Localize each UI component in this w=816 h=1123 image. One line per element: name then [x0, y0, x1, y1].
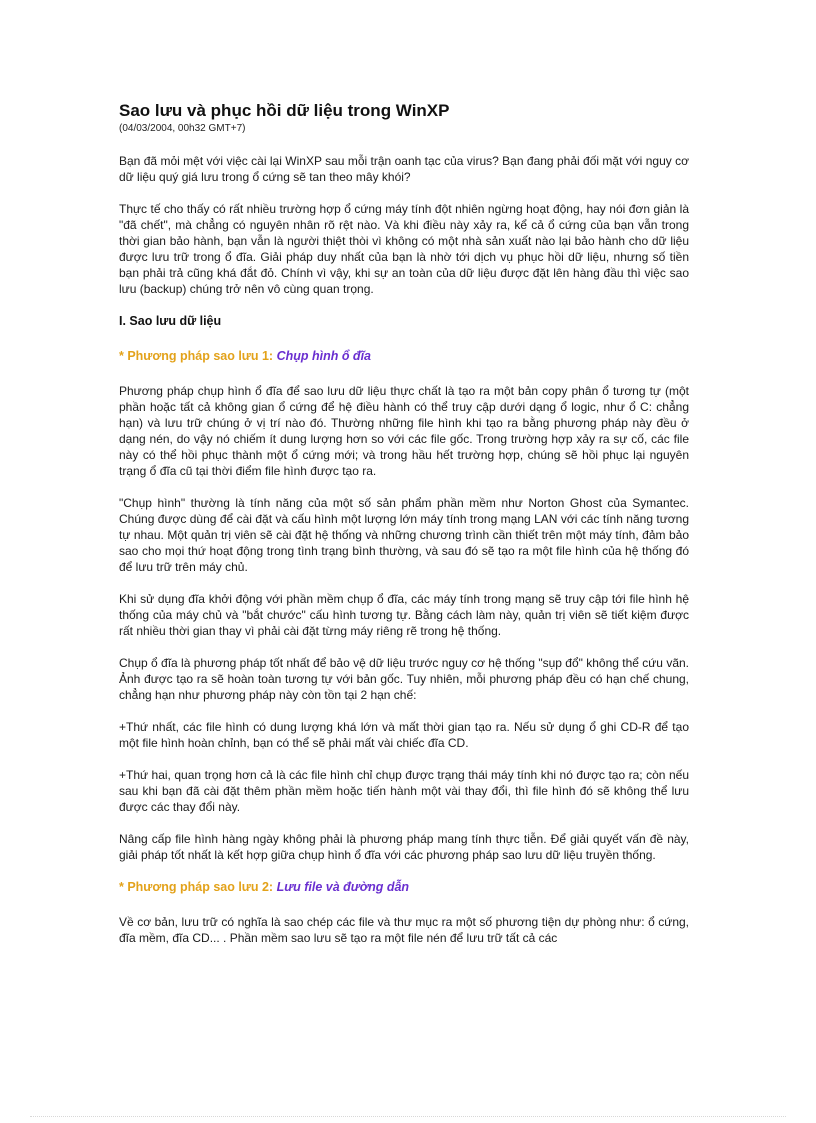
- method-2-name: Lưu file và đường dẫn: [276, 880, 410, 894]
- section-heading: I. Sao lưu dữ liệu: [119, 314, 222, 328]
- method-1-paragraph: "Chụp hình" thường là tính năng của một số sản phẩm phần mềm như Norton Ghost của Symantec. Chúng được dùng để cài đặt và cấu hình một lượng lớn máy tính trong mạng LAN với các tính năng tương tự nhau. Một quản trị viên sẽ cài đặt hệ thống và những chương trình cần thiết trên một máy tính, đảm bảo sao cho mọi thứ hoạt động trong tình trạng bình thường, và sau đó sẽ tạo ra một file hình của hệ thống đó để lưu trữ trên máy chủ.: [119, 496, 689, 574]
- article-body: [119, 100, 689, 962]
- page-bottom-divider: [30, 1116, 786, 1117]
- method-1-paragraph: Phương pháp chụp hình ổ đĩa để sao lưu dữ liệu thực chất là tạo ra một bản copy phân ổ tương tự (một phần hoặc tất cả không gian ổ cứng để hệ điều hành có thể truy cập dưới dạng ổ logic, như ổ C: chẳng hạn) và lưu trữ chúng ở vị trí nào đó. Thường những file hình khi tạo ra bằng phương pháp này đều ở dạng nén, do vậy nó chiếm ít dung lượng hơn so với các file gốc. Trong trường hợp xảy ra sự cố, các file này có thể hồi phục thành một ổ cứng mới; và trong hầu hết trường hợp, chúng sẽ hồi phục lại nguyên trạng ổ đĩa cũ tại thời điểm file hình được tạo ra.: [119, 384, 689, 478]
- method-2-paragraph: Về cơ bản, lưu trữ có nghĩa là sao chép các file và thư mục ra một số phương tiện dự phòng như: ổ cứng, đĩa mềm, đĩa CD... . Phần mềm sao lưu sẽ tạo ra một file nén để lưu trữ tất cả các: [119, 915, 689, 945]
- method-1-paragraph: Chụp ổ đĩa là phương pháp tốt nhất để bảo vệ dữ liệu trước nguy cơ hệ thống "sụp đổ" không thể cứu vãn. Ảnh được tạo ra sẽ hoàn toàn tương tự với bản gốc. Tuy nhiên, mỗi phương pháp đều có hạn chế chung, chẳng hạn như phương pháp này còn tồn tại 2 hạn chế:: [119, 656, 689, 702]
- method-2-prefix: * Phương pháp sao lưu 2:: [119, 880, 277, 894]
- method-1-paragraph: Nâng cấp file hình hàng ngày không phải là phương pháp mang tính thực tiễn. Để giải quyết vấn đề này, giải pháp tốt nhất là kết hợp giữa chụp hình ổ đĩa với các phương pháp sao lưu dữ liệu truyền thống.: [119, 832, 689, 862]
- method-1-paragraph: Khi sử dụng đĩa khởi động với phần mềm chụp ổ đĩa, các máy tính trong mạng sẽ truy cập tới file hình hệ thống của máy chủ và "bắt chước" cấu hình tương tự. Bằng cách làm này, quản trị viên sẽ tiết kiệm được rất nhiều thời gian thay vì phải cài đặt từng máy riêng rẽ trong hệ thống.: [119, 592, 689, 638]
- limitation-item: +Thứ nhất, các file hình có dung lượng khá lớn và mất thời gian tạo ra. Nếu sử dụng ổ ghi CD-R để tạo một file hình hoàn chỉnh, bạn có thể sẽ phải mất vài chiếc đĩa CD.: [119, 720, 689, 750]
- intro-paragraph: Thực tế cho thấy có rất nhiều trường hợp ổ cứng máy tính đột nhiên ngừng hoạt động, hay nói đơn giản là "đã chết", mà chẳng có nguyên nhân rõ rệt nào. Và khi điều này xảy ra, kể cả ổ cứng của bạn vẫn trong thời gian bảo hành, bạn vẫn là người thiệt thòi vì không có một nhà sản xuất nào lại bảo hành cho dữ liệu được lưu trữ trong ổ đĩa. Giải pháp duy nhất của bạn là nhờ tới dịch vụ phục hồi dữ liệu, nhưng số tiền bạn phải trả cũng khá đắt đỏ. Chính vì vậy, khi sự an toàn của dữ liệu được đặt lên hàng đầu thì việc sao lưu (backup) chúng trở nên vô cùng quan trọng.: [119, 202, 689, 296]
- method-1-heading: [119, 348, 689, 365]
- method-1-name: Chụp hình ổ đĩa: [276, 349, 371, 363]
- limitation-item: +Thứ hai, quan trọng hơn cả là các file hình chỉ chụp được trạng thái máy tính khi nó được tạo ra; còn nếu sau khi bạn đã cài đặt thêm phần mềm hoặc tiến hành một vài thay đổi, thì file hình đó sẽ không thể lưu được các thay đổi này.: [119, 768, 689, 814]
- article-date: (04/03/2004, 00h32 GMT+7): [119, 123, 246, 134]
- method-1-prefix: * Phương pháp sao lưu 1:: [119, 349, 277, 363]
- method-2-heading: [119, 879, 689, 896]
- article-title: Sao lưu và phục hồi dữ liệu trong WinXP: [119, 101, 450, 120]
- intro-paragraph: Bạn đã mỏi mệt với việc cài lại WinXP sau mỗi trận oanh tạc của virus? Bạn đang phải đối mặt với nguy cơ dữ liệu quý giá lưu trong ổ cứng sẽ tan theo mây khói?: [119, 154, 689, 184]
